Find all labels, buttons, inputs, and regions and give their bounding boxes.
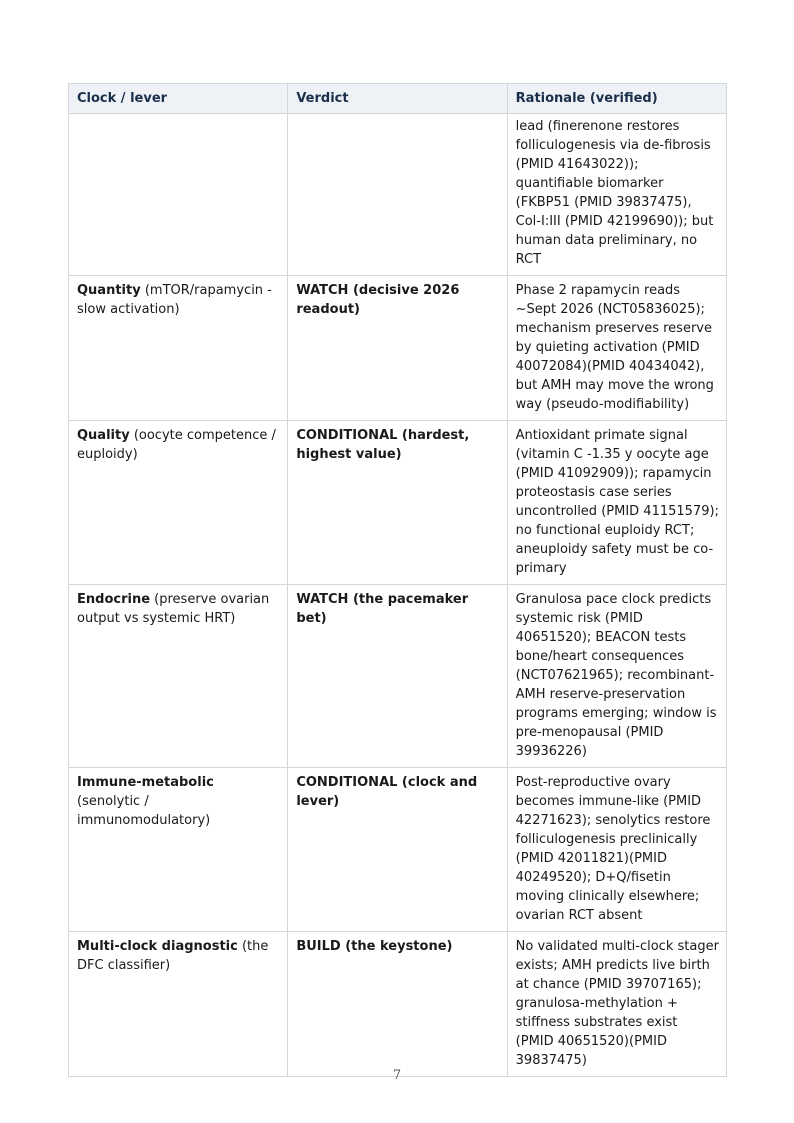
lever-description: (preserve ovarian output vs systemic HRT) (77, 592, 270, 626)
lever-name: Quantity (77, 283, 141, 298)
lever-name: Multi-clock diagnostic (77, 939, 238, 954)
cell-rationale: Antioxidant primate signal (vitamin C -1.35 y oocyte age (PMID 41092909)); rapamycin proteostasis case series uncontrolled (PMID 41151579); no functional euploidy RCT; aneuploidy safety must be co-primary (507, 421, 726, 585)
lever-description: (oocyte competence / euploidy) (77, 428, 276, 462)
cell-verdict: BUILD (the keystone) (288, 932, 507, 1077)
lever-name: Quality (77, 428, 130, 443)
table-row (69, 421, 727, 585)
table-row-continuation (69, 114, 727, 276)
cell-rationale: Phase 2 rapamycin reads ~Sept 2026 (NCT05836025); mechanism preserves reserve by quieting activation (PMID 40072084)(PMID 40434042), but AMH may move the wrong way (pseudo-modifiability) (507, 276, 726, 421)
cell-verdict (288, 114, 507, 276)
cell-verdict: CONDITIONAL (hardest, highest value) (288, 421, 507, 585)
cell-lever (69, 585, 288, 768)
cell-rationale: lead (finerenone restores folliculogenesis via de-fibrosis (PMID 41643022)); quantifiable biomarker (FKBP51 (PMID 39837475), Col-I:III (PMID 42199690)); but human data preliminary, no RCT (507, 114, 726, 276)
header-verdict: Verdict (288, 84, 507, 114)
lever-description: (mTOR/rapamycin - slow activation) (77, 283, 272, 317)
cell-verdict: CONDITIONAL (clock and lever) (288, 768, 507, 932)
table-row (69, 932, 727, 1077)
page-number: 7 (392, 1068, 402, 1083)
cell-verdict: WATCH (decisive 2026 readout) (288, 276, 507, 421)
cell-lever (69, 932, 288, 1077)
table-row (69, 585, 727, 768)
cell-rationale: Post-reproductive ovary becomes immune-like (PMID 42271623); senolytics restore folliculogenesis preclinically (PMID 42011821)(PMID 40249520); D+Q/fisetin moving clinically elsewhere; ovarian RCT absent (507, 768, 726, 932)
cell-lever (69, 421, 288, 585)
cell-rationale: No validated multi-clock stager exists; AMH predicts live birth at chance (PMID 39707165); granulosa-methylation + stiffness substrates exist (PMID 40651520)(PMID 39837475) (507, 932, 726, 1077)
cell-lever (69, 114, 288, 276)
header-clock-lever: Clock / lever (69, 84, 288, 114)
lever-name: Immune-metabolic (77, 775, 214, 790)
cell-lever (69, 276, 288, 421)
table-row (69, 276, 727, 421)
table-row (69, 768, 727, 932)
lever-description: (senolytic / immunomodulatory) (77, 794, 211, 828)
header-rationale: Rationale (verified) (507, 84, 726, 114)
cell-lever (69, 768, 288, 932)
lever-description: (the DFC classifier) (77, 939, 269, 973)
cell-rationale: Granulosa pace clock predicts systemic risk (PMID 40651520); BEACON tests bone/heart consequences (NCT07621965); recombinant-AMH reserve-preservation programs emerging; window is pre-menopausal (PMID 39936226) (507, 585, 726, 768)
evidence-table (68, 83, 727, 1077)
table-header-row (69, 84, 727, 114)
cell-verdict: WATCH (the pacemaker bet) (288, 585, 507, 768)
lever-name: Endocrine (77, 592, 151, 607)
